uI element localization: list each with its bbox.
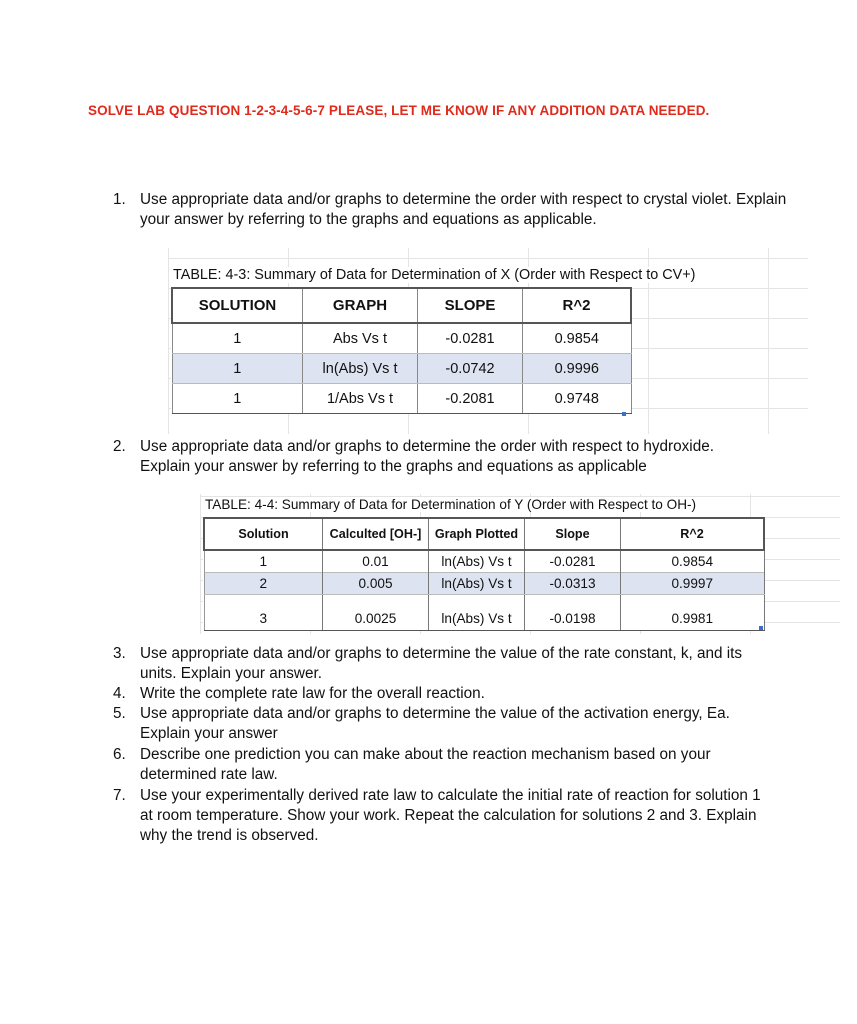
- question-text: Use appropriate data and/or graphs to determine the value of the rate constant, k, and its units. Explain your answer.: [140, 645, 743, 682]
- table-cell: -0.2081: [418, 384, 523, 414]
- table-cell: ln(Abs) Vs t: [429, 573, 525, 595]
- question-3: [113, 644, 793, 684]
- question-6: [113, 745, 793, 785]
- table-cell: 0.9748: [523, 384, 632, 414]
- table-cell: ln(Abs) Vs t: [429, 550, 525, 573]
- question-text: Use your experimentally derived rate law to calculate the initial rate of reaction for solution 1 at room temperature. Show your work. Repeat the calculation for solutions 2 and 3. Explain why the trend is observed.: [140, 787, 761, 844]
- question-number: 3.: [113, 645, 126, 662]
- table-row: [204, 573, 764, 595]
- table-cell: 1: [172, 323, 303, 354]
- table-row: [172, 323, 631, 354]
- table-cell: 0.01: [323, 550, 429, 573]
- selection-handle: [759, 626, 763, 630]
- table-cell: 0.9854: [621, 550, 765, 573]
- question-4: [113, 684, 793, 704]
- question-number: 2.: [113, 438, 126, 455]
- table-cell: 0.9981: [621, 595, 765, 631]
- page-header: SOLVE LAB QUESTION 1-2-3-4-5-6-7 PLEASE, LET ME KNOW IF ANY ADDITION DATA NEEDED.: [88, 103, 710, 118]
- table-row: [204, 595, 764, 631]
- question-number: 6.: [113, 746, 126, 763]
- column-header: R^2: [621, 518, 765, 550]
- column-header: R^2: [523, 288, 632, 323]
- question-number: 5.: [113, 705, 126, 722]
- table-cell: 2: [204, 573, 323, 595]
- table-cell: 0.005: [323, 573, 429, 595]
- question-5: [113, 704, 793, 744]
- table-cell: -0.0198: [525, 595, 621, 631]
- table-row: [172, 384, 631, 414]
- table-cell: 3: [204, 595, 323, 631]
- table-cell: ln(Abs) Vs t: [429, 595, 525, 631]
- table-cell: ln(Abs) Vs t: [303, 354, 418, 384]
- question-text: Use appropriate data and/or graphs to determine the order with respect to hydroxide. Explain your answer by referring to the graphs and equations as applicable: [140, 438, 714, 475]
- question-text: Use appropriate data and/or graphs to determine the value of the activation energy, Ea. Explain your answer: [140, 705, 730, 742]
- question-text: Write the complete rate law for the overall reaction.: [140, 685, 485, 702]
- column-header: SLOPE: [418, 288, 523, 323]
- column-header: Solution: [204, 518, 323, 550]
- table-cell: Abs Vs t: [303, 323, 418, 354]
- table-cell: 1/Abs Vs t: [303, 384, 418, 414]
- table-cell: -0.0313: [525, 573, 621, 595]
- selection-handle: [622, 412, 626, 416]
- question-number: 1.: [113, 191, 126, 208]
- question-1: [113, 190, 793, 230]
- column-header: Graph Plotted: [429, 518, 525, 550]
- table-cell: 0.0025: [323, 595, 429, 631]
- table-cell: 1: [172, 384, 303, 414]
- question-number: 7.: [113, 787, 126, 804]
- question-number: 4.: [113, 685, 126, 702]
- column-header: SOLUTION: [172, 288, 303, 323]
- table-cell: -0.0742: [418, 354, 523, 384]
- table-caption: TABLE: 4-4: Summary of Data for Determination of Y (Order with Respect to OH-): [205, 497, 702, 512]
- table-cell: -0.0281: [525, 550, 621, 573]
- order-oh-table: [203, 517, 765, 631]
- order-cv-table: [171, 287, 632, 414]
- column-header: Calculted [OH-]: [323, 518, 429, 550]
- table-cell: 0.9996: [523, 354, 632, 384]
- table-cell: 1: [204, 550, 323, 573]
- table-caption: TABLE: 4-3: Summary of Data for Determination of X (Order with Respect to CV+): [173, 267, 701, 283]
- table-row: [172, 354, 631, 384]
- table-cell: 0.9854: [523, 323, 632, 354]
- question-text: Describe one prediction you can make about the reaction mechanism based on your determined rate law.: [140, 746, 711, 783]
- question-2: [113, 437, 793, 477]
- table-cell: -0.0281: [418, 323, 523, 354]
- table-header-row: [172, 288, 631, 323]
- table-cell: 1: [172, 354, 303, 384]
- table-row: [204, 550, 764, 573]
- question-7: [113, 786, 793, 846]
- column-header: GRAPH: [303, 288, 418, 323]
- column-header: Slope: [525, 518, 621, 550]
- table-header-row: [204, 518, 764, 550]
- table-cell: 0.9997: [621, 573, 765, 595]
- question-text: Use appropriate data and/or graphs to determine the order with respect to crystal violet. Explain your answer by referring to the graphs and equations as applicable.: [140, 191, 787, 228]
